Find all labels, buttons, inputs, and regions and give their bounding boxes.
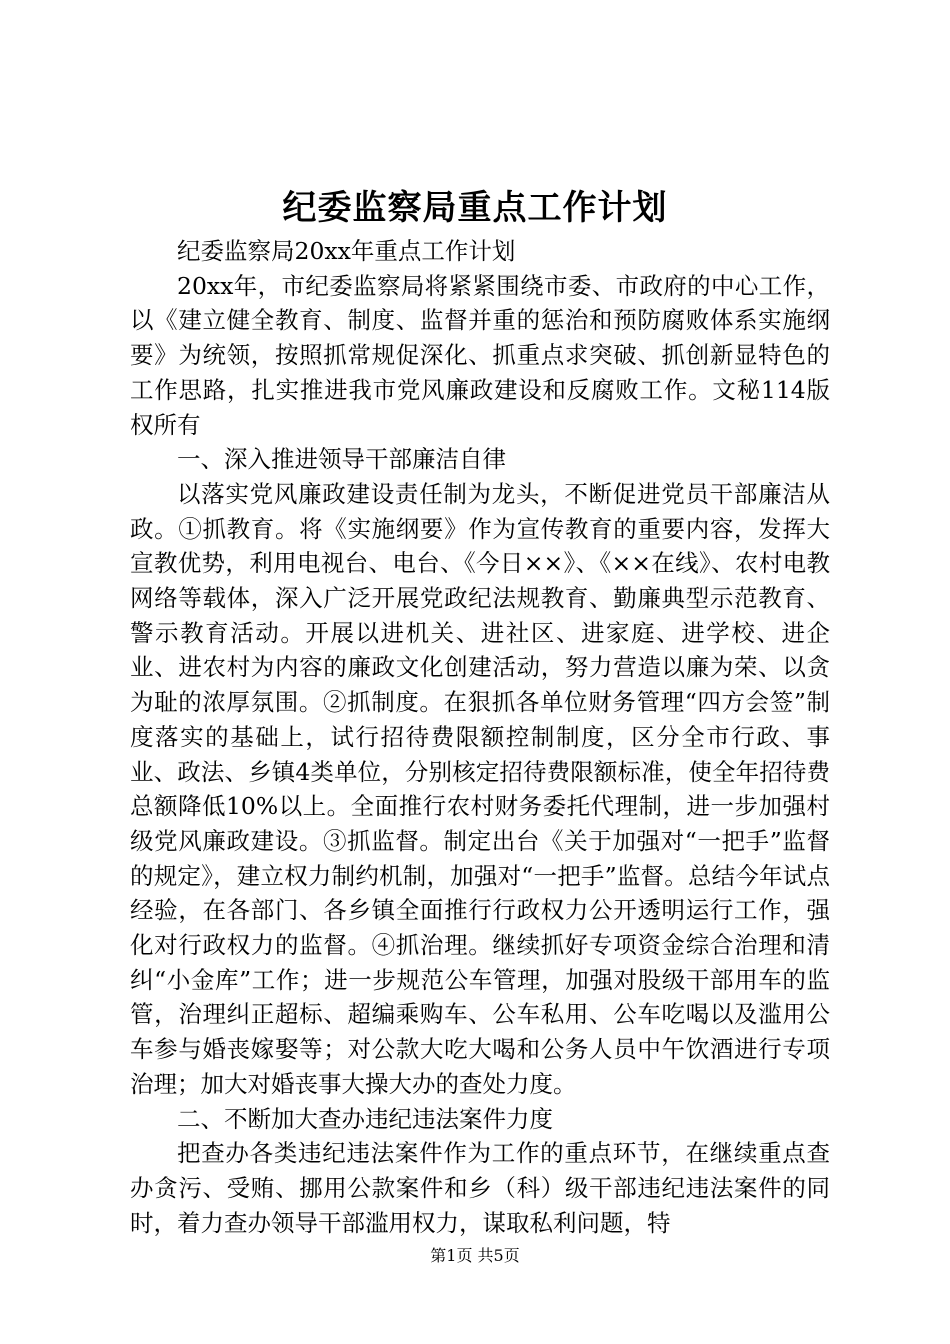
page-footer: 第1页 共5页 [430, 1246, 520, 1265]
subtitle-paragraph: 纪委监察局20xx年重点工作计划 [177, 237, 516, 265]
document-title: 纪委监察局重点工作计划 [282, 188, 668, 228]
section-heading-1: 一、深入推进领导干部廉洁自律 [177, 445, 506, 474]
intro-paragraph: 20xx年，市纪委监察局将紧紧围绕市委、市政府的中心工作，以《建立健全教育、制度、监督并重的惩治和预防腐败体系实施纲要》为统领，按照抓常规促深化、抓重点求突破、抓创新显特色的工作思路，扎实推进我市党风廉政建设和反腐败工作。文秘114版权所有 [130, 271, 830, 439]
section-heading-2: 二、不断加大查办违纪违法案件力度 [177, 1104, 553, 1133]
section-1-paragraph: 以落实党风廉政建设责任制为龙头，不断促进党员干部廉洁从政。①抓教育。将《实施纲要》作为宣传教育的重要内容，发挥大宣教优势，利用电视台、电台、《今日××》、《××在线》、农村电教网络等载体，深入广泛开展党政纪法规教育、勤廉典型示范教育、警示教育活动。开展以进机关、进社区、进家庭、进学校、进企业、进农村为内容的廉政文化创建活动，努力营造以廉为荣、以贪为耻的浓厚氛围。②抓制度。在狠抓各单位财务管理“四方会签”制度落实的基础上，试行招待费限额控制制度，区分全市行政、事业、政法、乡镇4类单位，分别核定招待费限额标准，使全年招待费总额降低10%以上。全面推行农村财务委托代理制，进一步加强村级党风廉政建设。③抓监督。制定出台《关于加强对“一把手”监督的规定》，建立权力制约机制，加强对“一把手”监督。总结今年试点经验，在各部门、各乡镇全面推行行政权力公开透明运行工作，强化对行政权力的监督。④抓治理。继续抓好专项资金综合治理和清纠“小金库”工作；进一步规范公车管理，加强对股级干部用车的监管，治理纠正超标、超编乘购车、公车私用、公车吃喝以及滥用公车参与婚丧嫁娶等；对公款大吃大喝和公务人员中午饮酒进行专项治理；加大对婚丧事大操大办的查处力度。 [130, 479, 830, 1098]
section-2-paragraph: 把查办各类违纪违法案件作为工作的重点环节，在继续重点查办贪污、受贿、挪用公款案件和乡（科）级干部违纪违法案件的同时，着力查办领导干部滥用权力，谋取私利问题，特 [130, 1139, 830, 1237]
document-body [130, 234, 830, 1240]
